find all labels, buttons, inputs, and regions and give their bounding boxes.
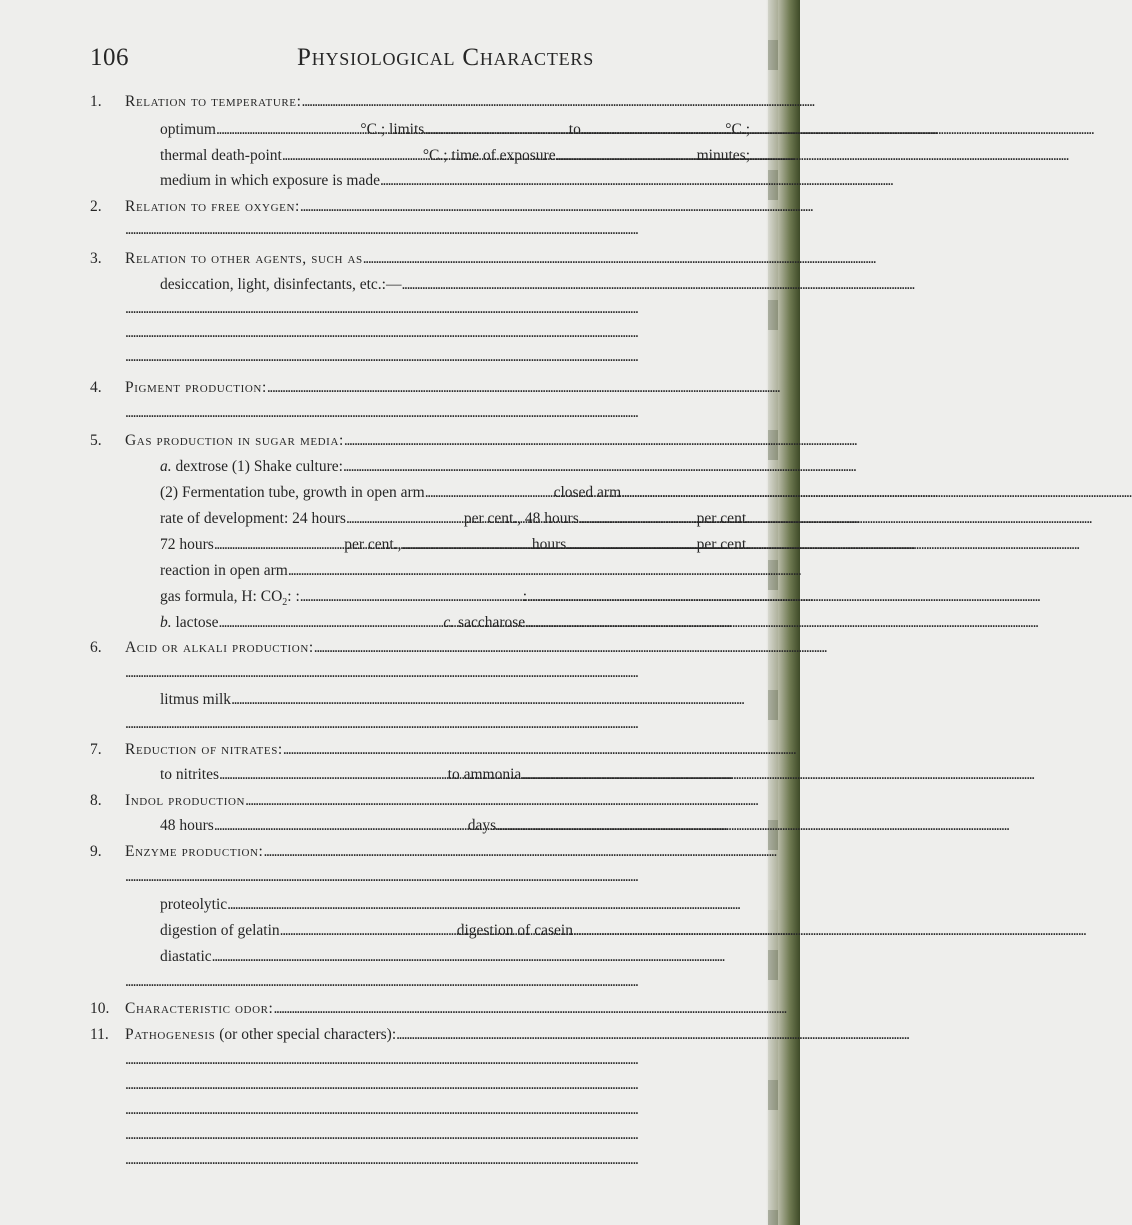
diastatic-line: diastatic . . .: [160, 948, 750, 970]
blank-dotted-line: [125, 868, 750, 890]
hours-48-line: 48 hours . . . days . . .: [160, 817, 750, 839]
blank-dotted-line: [125, 973, 750, 995]
litmus-line: litmus milk . . .: [160, 691, 750, 713]
blank-dotted-line: [125, 1076, 750, 1098]
gas-formula-line: gas formula, H: $CO_2$: : . . . : . . .: [160, 588, 750, 610]
running-title: Physiological Characters: [297, 44, 595, 71]
blank-dotted-line: [125, 404, 750, 426]
section-1-heading: 1. Relation to temperature: . . .: [125, 93, 750, 115]
section-5-heading: 5. Gas production in sugar media: . . .: [125, 432, 750, 454]
blank-dotted-line: [125, 1101, 750, 1123]
thermal-death-line: thermal death-point . . . °C.; time of exposure . . . minutes;: [160, 147, 750, 169]
blank-dotted-line: [125, 1126, 750, 1148]
lactose-line: b. lactose . . . c. saccharose . . .: [160, 614, 750, 636]
section-3-heading: 3. Relation to other agents, such as . . .: [125, 250, 750, 272]
section-4-heading: 4. Pigment production: . . .: [125, 379, 750, 401]
optimum-line: optimum . . . °C.; limits . . . to . . . °C.;: [160, 121, 750, 143]
reaction-line: reaction in open arm . . .: [160, 562, 750, 584]
section-11-heading: 11. Pathogenesis (or other special characters): . . .: [125, 1026, 750, 1048]
desiccation-line: desiccation, light, disinfectants, etc.:— . . .: [160, 276, 750, 298]
page-number: 106: [90, 44, 129, 71]
blank-dotted-line: [125, 715, 750, 737]
dextrose-line: a. dextrose (1) Shake culture: . . .: [160, 458, 750, 480]
blank-dotted-line: [125, 300, 750, 322]
section-2-heading: 2. Relation to free oxygen: . . .: [125, 198, 750, 220]
medium-line: medium in which exposure is made . . .: [160, 172, 750, 194]
page-header: [90, 44, 740, 84]
blank-dotted-line: [125, 1151, 750, 1173]
section-8-heading: 8. Indol production . . .: [125, 792, 750, 814]
blank-dotted-line: [125, 348, 750, 370]
section-9-heading: 9. Enzyme production: . . .: [125, 843, 750, 865]
section-7-heading: 7. Reduction of nitrates: . . .: [125, 741, 750, 763]
digestion-line: digestion of gelatin . . . digestion of casein . . .: [160, 922, 750, 944]
blank-dotted-line: [125, 1051, 750, 1073]
proteolytic-line: proteolytic . . .: [160, 896, 750, 918]
blank-dotted-line: [125, 324, 750, 346]
section-6-heading: 6. Acid or alkali production: . . .: [125, 639, 750, 661]
section-10-heading: 10. Characteristic odor: . . .: [125, 1000, 750, 1022]
blank-dotted-line: [125, 664, 750, 686]
rate-line: rate of development: 24 hours . . . per cent., 48 hours . . . per cent.: [160, 510, 750, 532]
fermentation-line: (2) Fermentation tube, growth in open arm . . . closed arm . . .: [160, 484, 750, 506]
hours-72-line: 72 hours . . . per cent., . . . hours . . . per cent.: [160, 536, 750, 558]
nitrites-line: to nitrites . . . to ammonia . . .: [160, 766, 750, 788]
blank-dotted-line: [125, 221, 750, 243]
